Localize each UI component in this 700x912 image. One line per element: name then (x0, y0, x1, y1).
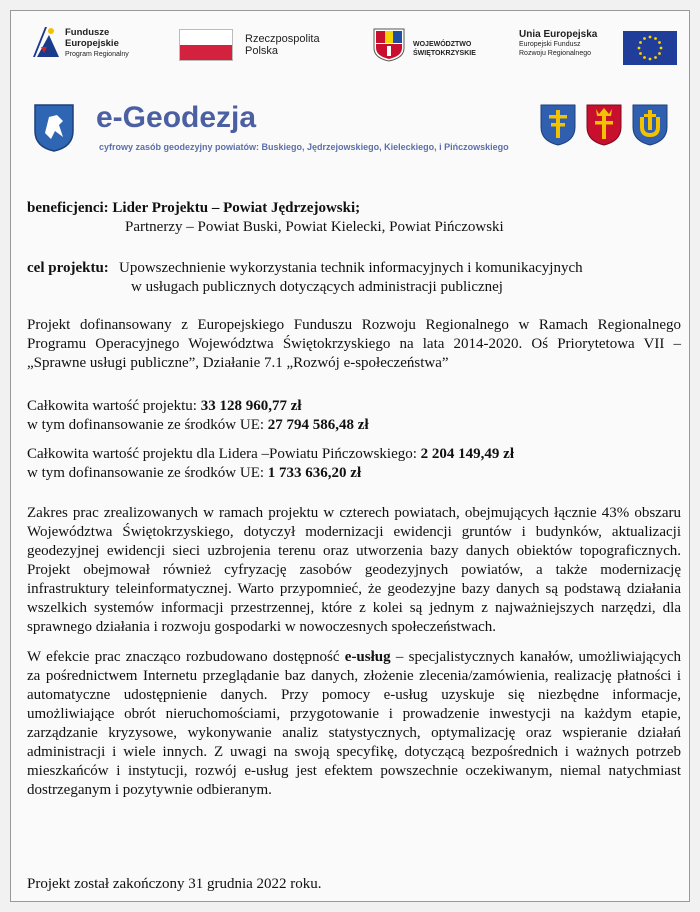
eu-flag-icon (623, 31, 677, 65)
funding-paragraph: Projekt dofinansowany z Europejskiego Funduszu Rozwoju Regionalnego w Ramach Regionalnego Programu Operacyjnego Województwa Świętokrzyskiego na lata 2014-2020. Oś Priorytetowa VII – „Sprawne usługi publiczne”, Działanie 7.1 „Rozwój e-społeczeństwa” (27, 317, 681, 371)
leader-ue-label: w tym dofinansowanie ze środków UE: (27, 465, 268, 481)
fundusze-line2: Europejskie (65, 38, 119, 49)
leader-value-label: Całkowita wartość projektu dla Lidera –Powiatu Pińczowskiego: (27, 446, 421, 462)
wojewodztwo-swietokrzyskie-logo (373, 28, 476, 67)
closing-line: Projekt został zakończony 31 grudnia 2022 roku. (27, 876, 322, 892)
county-crest-horseshoe-icon (631, 103, 669, 147)
total-value-line (27, 397, 681, 416)
fundusze-line1: Fundusze (65, 27, 110, 38)
voivodeship-crest-icon (373, 28, 405, 62)
cel-line2: w usługach publicznych dotyczących administracji publicznej (131, 279, 503, 295)
rp-line2: Polska (245, 45, 279, 57)
county-crest-cross-icon (539, 103, 577, 147)
woj-line1: WOJEWÓDZTWO (413, 41, 472, 48)
brand-subtitle: cyfrowy zasób geodezyjny powiatów: Buskiego, Jędrzejowskiego, Kieleckiego, i Pińczowskiego (99, 142, 509, 152)
leader-ue-line (27, 464, 681, 483)
leader-value-line (27, 445, 681, 464)
beneficjenci-label: beneficjenci: (27, 200, 109, 216)
document-page (10, 10, 690, 902)
beneficjenci-line (27, 199, 681, 218)
fundusze-europejskie-logo (33, 27, 129, 62)
rzeczpospolita-polska-logo (179, 29, 320, 66)
leader-ue-value: 1 733 636,20 zł (267, 465, 362, 481)
total-ue-label: w tym dofinansowanie ze środków UE: (27, 417, 268, 433)
brand-title: e-Geodezja (96, 101, 257, 134)
eservices-pre: W efekcie prac znacząco rozbudowano dostępność (27, 649, 345, 665)
cel-label: cel projektu: (27, 260, 109, 276)
rp-line1: Rzeczpospolita (245, 33, 320, 45)
cel-line1: Upowszechnienie wykorzystania technik informacyjnych i komunikacyjnych (119, 260, 583, 276)
scope-paragraph: Zakres prac zrealizowanych w ramach projektu w czterech powiatach, obejmujących łącznie 43% obszaru Województwa Świętokrzyskiego, dotyczył modernizacji ewidencji gruntów i budynków, aktualizacji geodezyjnej ewidencji sieci uzbrojenia terenu oraz utworzenia bazy danych obiektów topograficznych. Projekt obejmował również cyfryzację zasobów geodezyjnych powiatów, a także modernizację infrastruktury teleinformatycznej. Warto przypomnieć, że geodezyjne bazy danych są podstawą działania wszelkich systemów informacji przestrzennej, które z kolei są jednym z najważniejszych narzędzi, dla sprawnego działania i rozwoju gospodarki w nowoczesnych społeczeństwach. (27, 505, 681, 635)
total-value-label: Całkowita wartość projektu: (27, 398, 201, 414)
ue-line2: Europejski Fundusz (519, 41, 581, 48)
ue-line1: Unia Europejska (519, 29, 598, 40)
beneficjenci-lead: Lider Projektu – Powiat Jędrzejowski; (112, 200, 361, 216)
total-ue-value: 27 794 586,48 zł (267, 417, 369, 433)
ue-line3: Rozwoju Regionalnego (519, 50, 591, 57)
county-crest-left-icon (33, 103, 75, 153)
eservices-paragraph (27, 648, 681, 800)
leader-value: 2 204 149,49 zł (420, 446, 514, 462)
polish-flag-icon (179, 29, 233, 61)
eservices-bold: e-usług (344, 649, 391, 665)
logo-strip (11, 11, 691, 71)
total-ue-line (27, 416, 681, 435)
beneficjenci-partners: Partnerzy – Powiat Buski, Powiat Kielecki, Powiat Pińczowski (125, 219, 504, 235)
eservices-post: – specjalistycznych kanałów, umożliwiających za pośrednictwem Internetu przeglądanie baz danych, złożenie zlecenia/zamówienia, realizację płatności i automatyczne udostępnienie danych. Przy pomocy e-usług uzyskuje się niezbędne informacje, umożliwiające obrót nieruchomościami, przygotowanie i prowadzenie inwestycji na każdym etapie, zarządzanie kryzysowe, wykonywanie analiz statystycznych, optymalizację oraz wspieranie działań administracji i wiele innych. Z uwagi na swoją specyfikę, dotyczącą bezpośrednich i ważnych potrzeb mieszkańców i instytucji, rozwój e-usług jest efektem powszechnie oczekiwanym, niemal natychmiast dostrzeganym i pozytywnie odbieranym. (27, 649, 681, 798)
woj-line2: ŚWIĘTOKRZYSKIE (413, 50, 476, 57)
total-value: 33 128 960,77 zł (200, 398, 302, 414)
fundusze-line3: Program Regionalny (65, 51, 129, 58)
unia-europejska-logo (519, 29, 619, 58)
fundusze-europejskie-icon (33, 27, 59, 57)
county-crest-crown-icon (585, 103, 623, 147)
